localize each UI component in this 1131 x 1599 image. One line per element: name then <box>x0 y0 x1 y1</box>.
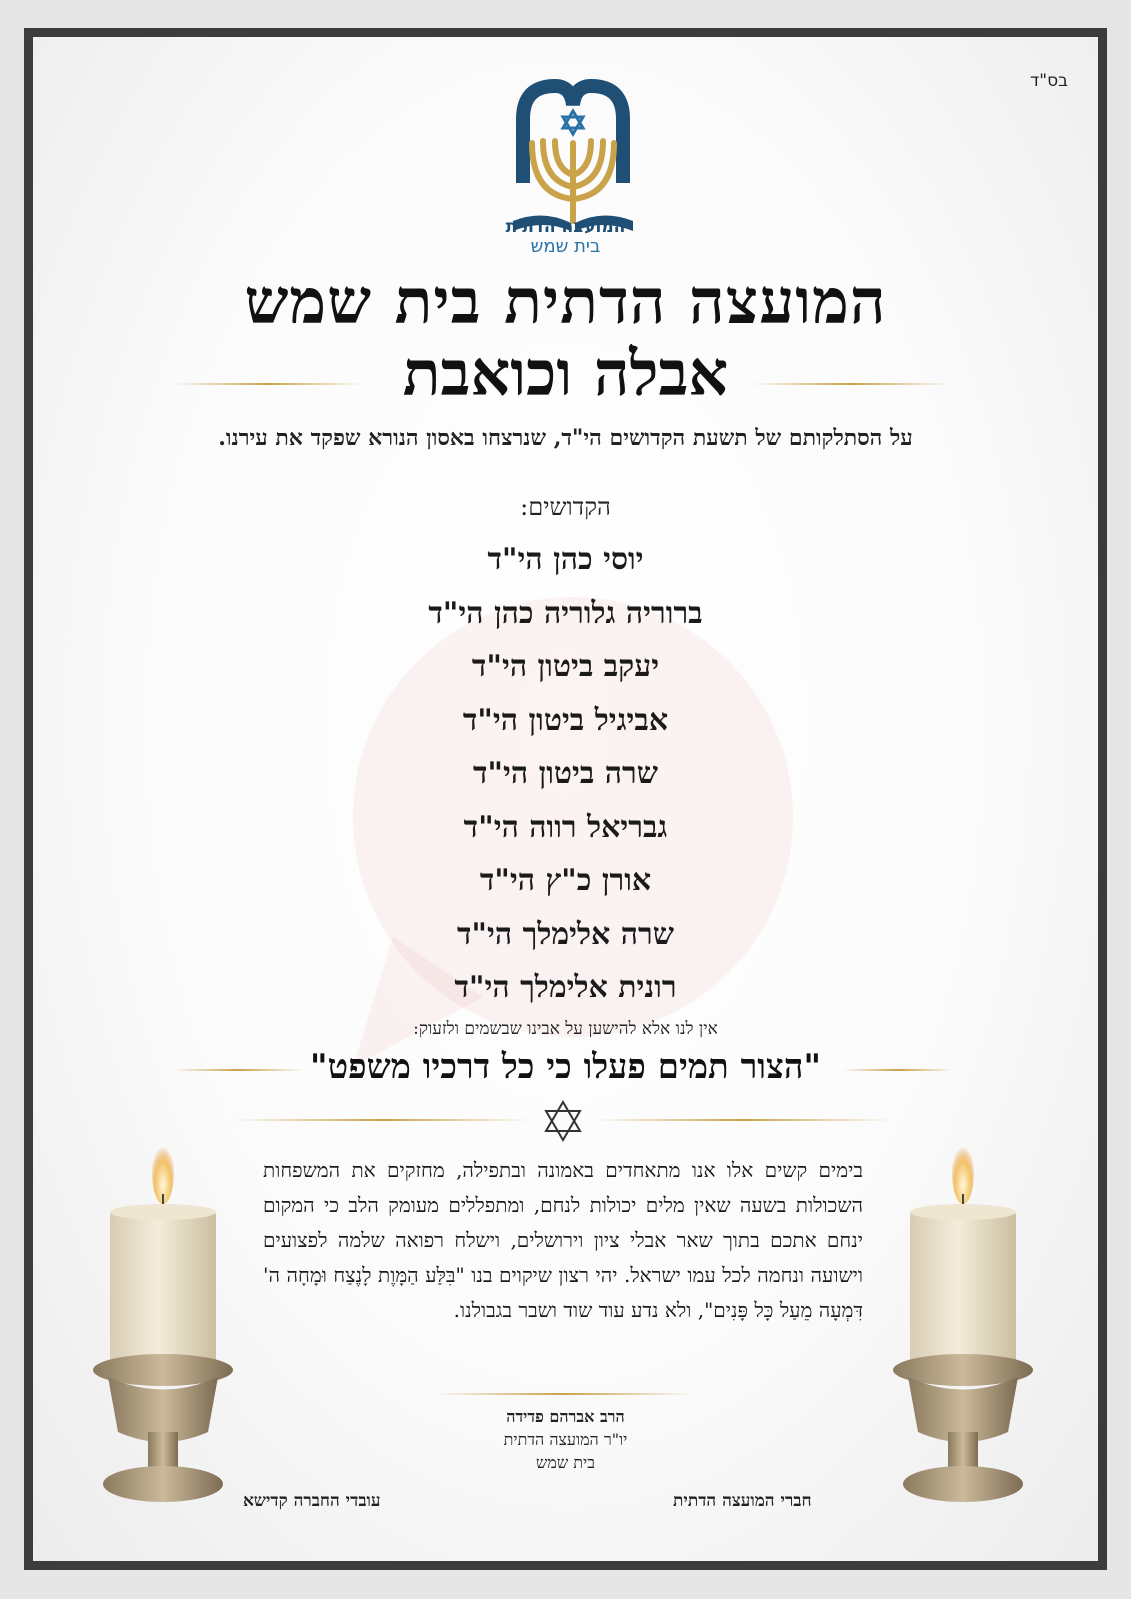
notice-frame <box>24 28 1107 1570</box>
signer-name: הרב אברהם פדידה <box>506 1407 625 1426</box>
star-line-right <box>593 1119 893 1121</box>
victim-name: יוסי כהן הי"ד <box>487 542 644 577</box>
victim-name: ברוריה גלוריה כהן הי"ד <box>428 595 703 631</box>
closing-intro: אין לנו אלא להישען על אבינו שבשמים ולזעוק: <box>413 1019 718 1039</box>
victim-name: יעקב ביטון הי"ד <box>471 649 660 684</box>
victim-name: שרה אלימלך הי"ד <box>456 916 675 952</box>
bsd-mark: בס"ד <box>1030 71 1068 91</box>
signer-role: יו"ר המועצה הדתית <box>503 1430 628 1449</box>
star-of-david-icon <box>543 1099 583 1143</box>
star-line-left <box>233 1119 533 1121</box>
victim-name: שרה ביטון הי"ד <box>472 756 659 791</box>
logo-text-city: בית שמש <box>530 236 601 257</box>
victim-name: גבריאל רווה הי"ד <box>463 809 668 845</box>
signer-city: בית שמש <box>536 1453 595 1472</box>
victims-heading: הקדושים: <box>520 493 611 521</box>
main-title: המועצה הדתית בית שמש <box>244 265 887 338</box>
victim-name: אורן כ"ץ הי"ד <box>479 863 652 898</box>
logo-text-council: המועצה הדתית <box>505 217 626 237</box>
faith-quote: "הצור תמים פעלו כי כל דרכיו משפט" <box>309 1047 822 1087</box>
memorial-candle-left <box>88 1132 238 1522</box>
victim-name: אביגיל ביטון הי"ד <box>462 702 669 738</box>
memorial-candle-right <box>888 1132 1038 1522</box>
condolence-body: בימים קשים אלו אנו מתאחדים באמונה ובתפילה, מחזקים את המשפחות השכולות בשעה שאין מלים יכולות לנחם, ומתפללים מעומק הלב כי המקום ינחם אתכם בתוך שאר אבלי ציון וירושלים, וישלח רפואה שלמה לפצועים וישועה ונחמה לכל עמו ישראל. יהי רצון שיקוים בנו "בִּלַּע הַמָּוֶת לָנֶצַח וּמָחָה ה' דִּמְעָה מֵעַל כָּל פָּנִים", ולא נדע עוד שוד ושבר בגבולנו. <box>263 1158 863 1322</box>
victim-name: רונית אלימלך הי"ד <box>454 970 677 1005</box>
mourning-title: אבלה וכואבת <box>402 337 729 410</box>
signature-divider <box>433 1393 693 1395</box>
footer-council-members: חברי המועצה הדתית <box>673 1491 812 1511</box>
footer-chevra-kadisha: עובדי החברה קדישא <box>243 1491 381 1511</box>
victims-list <box>33 533 1098 1015</box>
announcement-subtitle: על הסתלקותם של תשעת הקדושים הי"ד, שנרצחו באסון הנורא שפקד את עירנו. <box>218 425 913 451</box>
